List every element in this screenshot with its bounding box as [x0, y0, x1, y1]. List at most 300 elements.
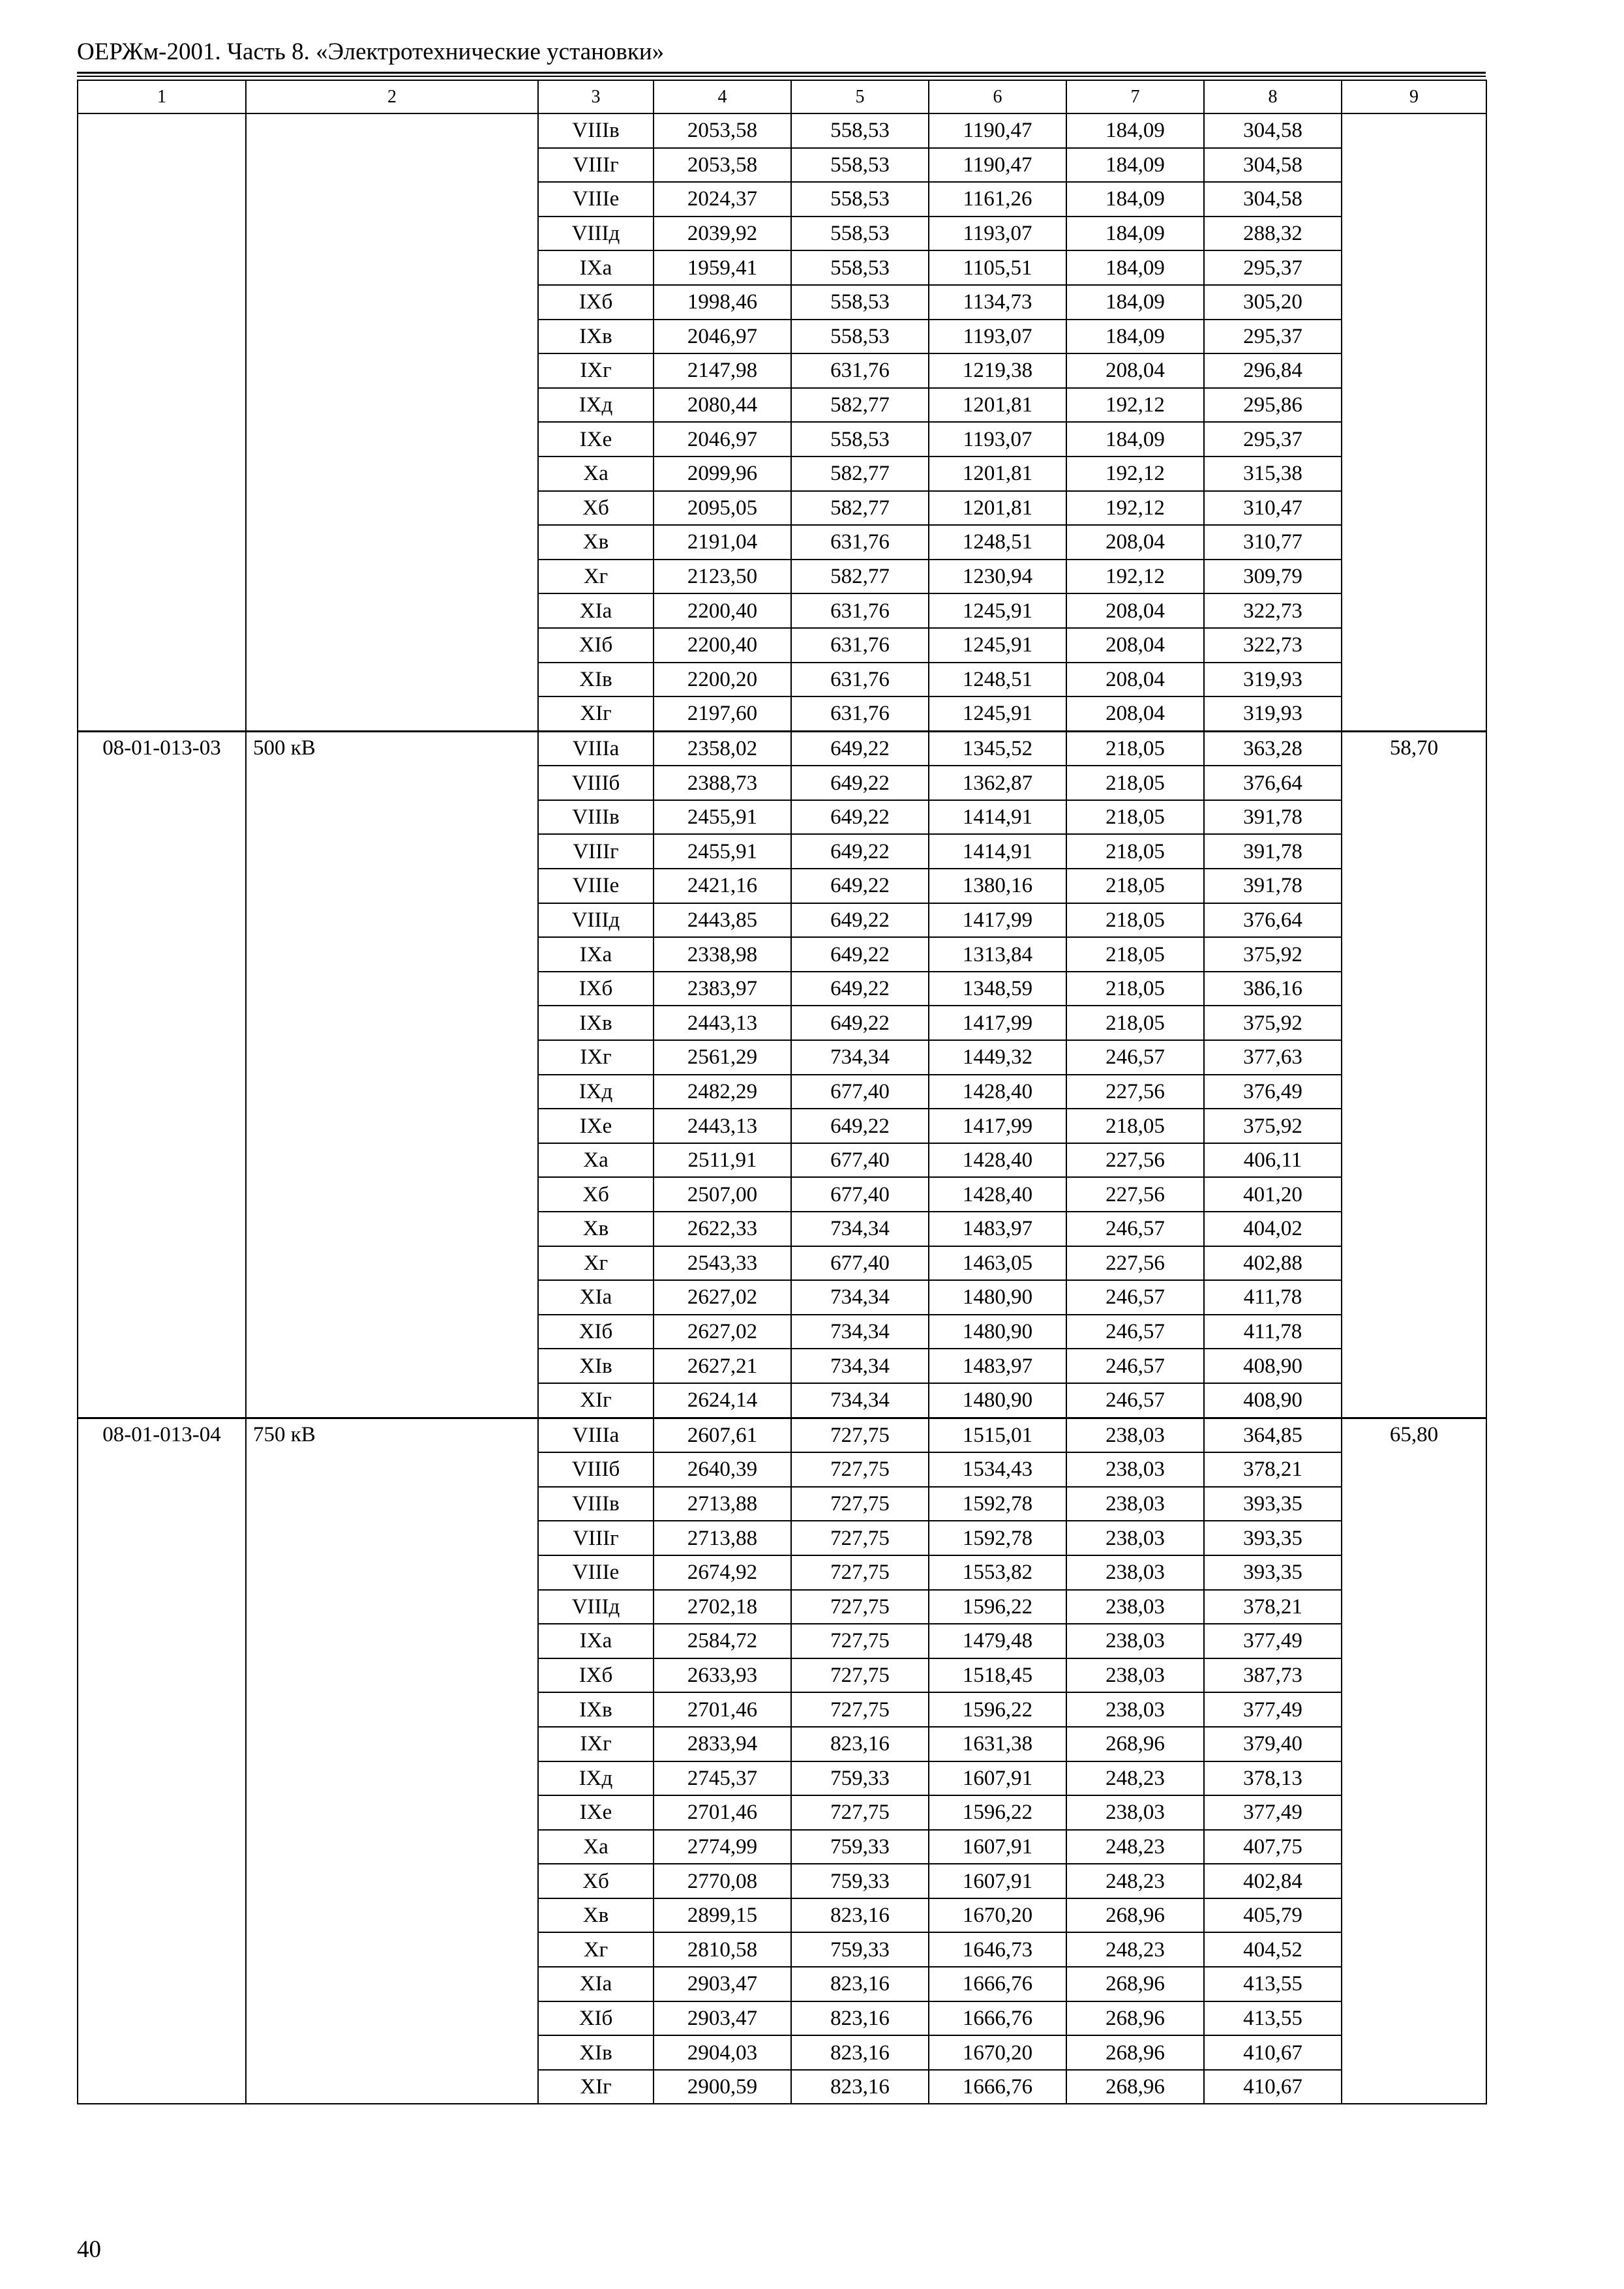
zone-cell: VIIIд	[538, 217, 654, 251]
machines-cell: 1596,22	[929, 1692, 1066, 1727]
machinists-wages-cell: 184,09	[1066, 285, 1204, 320]
materials-cell: 310,47	[1204, 491, 1342, 526]
zone-cell: IXб	[538, 285, 654, 320]
machinists-wages-cell: 246,57	[1066, 1315, 1204, 1349]
total-cost-cell: 2627,02	[654, 1280, 791, 1315]
total-cost-cell: 2200,40	[654, 593, 791, 628]
materials-cell: 296,84	[1204, 353, 1342, 388]
machinists-wages-cell: 227,56	[1066, 1075, 1204, 1109]
wages-cell: 823,16	[791, 2001, 929, 2036]
materials-cell: 315,38	[1204, 456, 1342, 491]
total-cost-cell: 2904,03	[654, 2035, 791, 2070]
machines-cell: 1515,01	[929, 1418, 1066, 1452]
total-cost-cell: 2191,04	[654, 525, 791, 560]
zone-cell: VIIIа	[538, 1418, 654, 1452]
total-cost-cell: 2770,08	[654, 1864, 791, 1898]
total-cost-cell: 2147,98	[654, 353, 791, 388]
machines-cell: 1670,20	[929, 1898, 1066, 1933]
zone-cell: VIIIг	[538, 1521, 654, 1555]
machines-cell: 1553,82	[929, 1555, 1066, 1590]
total-cost-cell: 2627,21	[654, 1349, 791, 1383]
materials-cell: 295,37	[1204, 422, 1342, 456]
labor-cost-cell: 65,80	[1342, 1418, 1486, 2104]
labor-cost-cell	[1342, 113, 1486, 731]
machinists-wages-cell: 192,12	[1066, 456, 1204, 491]
total-cost-cell: 2443,85	[654, 903, 791, 938]
machines-cell: 1417,99	[929, 1006, 1066, 1040]
wages-cell: 727,75	[791, 1418, 929, 1452]
zone-cell: IXд	[538, 388, 654, 423]
zone-cell: IXв	[538, 320, 654, 354]
zone-cell: XIв	[538, 1349, 654, 1383]
column-number: 3	[538, 80, 654, 113]
wages-cell: 759,33	[791, 1830, 929, 1864]
column-number: 2	[246, 80, 538, 113]
total-cost-cell: 2053,58	[654, 113, 791, 148]
materials-cell: 305,20	[1204, 285, 1342, 320]
materials-cell: 413,55	[1204, 2001, 1342, 2036]
total-cost-cell: 2507,00	[654, 1177, 791, 1212]
total-cost-cell: 2903,47	[654, 1967, 791, 2001]
machinists-wages-cell: 184,09	[1066, 113, 1204, 148]
zone-cell: IXе	[538, 1109, 654, 1143]
machinists-wages-cell: 208,04	[1066, 696, 1204, 731]
machines-cell: 1534,43	[929, 1452, 1066, 1487]
zone-cell: Xг	[538, 560, 654, 594]
materials-cell: 376,64	[1204, 766, 1342, 800]
machines-cell: 1428,40	[929, 1177, 1066, 1212]
wages-cell: 727,75	[791, 1452, 929, 1487]
machines-cell: 1201,81	[929, 456, 1066, 491]
machinists-wages-cell: 192,12	[1066, 491, 1204, 526]
zone-cell: Xг	[538, 1246, 654, 1281]
zone-cell: XIб	[538, 1315, 654, 1349]
machines-cell: 1193,07	[929, 422, 1066, 456]
materials-cell: 393,35	[1204, 1487, 1342, 1521]
zone-cell: Xв	[538, 1898, 654, 1933]
zone-cell: Xб	[538, 491, 654, 526]
machines-cell: 1607,91	[929, 1830, 1066, 1864]
wages-cell: 823,16	[791, 2035, 929, 2070]
machines-cell: 1201,81	[929, 491, 1066, 526]
column-number-row	[78, 80, 1486, 113]
total-cost-cell: 2810,58	[654, 1932, 791, 1967]
machines-cell: 1607,91	[929, 1864, 1066, 1898]
machinists-wages-cell: 268,96	[1066, 1967, 1204, 2001]
total-cost-cell: 2053,58	[654, 148, 791, 183]
wages-cell: 734,34	[791, 1383, 929, 1418]
wages-cell: 558,53	[791, 217, 929, 251]
wages-cell: 558,53	[791, 320, 929, 354]
machines-cell: 1414,91	[929, 834, 1066, 869]
wages-cell: 649,22	[791, 1006, 929, 1040]
zone-cell: IXд	[538, 1761, 654, 1796]
zone-cell: Xа	[538, 1143, 654, 1178]
total-cost-cell: 2443,13	[654, 1109, 791, 1143]
wages-cell: 734,34	[791, 1212, 929, 1246]
column-number: 6	[929, 80, 1066, 113]
wages-cell: 734,34	[791, 1315, 929, 1349]
zone-cell: Xг	[538, 1932, 654, 1967]
machinists-wages-cell: 248,23	[1066, 1830, 1204, 1864]
header-rule-top	[77, 72, 1486, 74]
materials-cell: 376,49	[1204, 1075, 1342, 1109]
total-cost-cell: 2197,60	[654, 696, 791, 731]
machinists-wages-cell: 238,03	[1066, 1692, 1204, 1727]
materials-cell: 309,79	[1204, 560, 1342, 594]
zone-cell: VIIIе	[538, 1555, 654, 1590]
total-cost-cell: 2584,72	[654, 1624, 791, 1658]
machines-cell: 1380,16	[929, 869, 1066, 903]
machinists-wages-cell: 238,03	[1066, 1555, 1204, 1590]
total-cost-cell: 2702,18	[654, 1590, 791, 1624]
voltage-cell: 500 кВ	[246, 731, 538, 1418]
machines-cell: 1190,47	[929, 113, 1066, 148]
total-cost-cell: 2200,20	[654, 663, 791, 697]
machinists-wages-cell: 208,04	[1066, 628, 1204, 663]
machines-cell: 1646,73	[929, 1932, 1066, 1967]
wages-cell: 727,75	[791, 1521, 929, 1555]
machines-cell: 1362,87	[929, 766, 1066, 800]
machinists-wages-cell: 218,05	[1066, 1109, 1204, 1143]
zone-cell: IXв	[538, 1006, 654, 1040]
wages-cell: 677,40	[791, 1177, 929, 1212]
zone-cell: VIIIе	[538, 869, 654, 903]
materials-cell: 378,21	[1204, 1590, 1342, 1624]
wages-cell: 759,33	[791, 1932, 929, 1967]
zone-cell: VIIIе	[538, 182, 654, 217]
total-cost-cell: 2627,02	[654, 1315, 791, 1349]
total-cost-cell: 2095,05	[654, 491, 791, 526]
column-number: 4	[654, 80, 791, 113]
zone-cell: Xа	[538, 1830, 654, 1864]
materials-cell: 411,78	[1204, 1280, 1342, 1315]
wages-cell: 727,75	[791, 1624, 929, 1658]
machines-cell: 1345,52	[929, 731, 1066, 766]
wages-cell: 649,22	[791, 800, 929, 835]
materials-cell: 364,85	[1204, 1418, 1342, 1452]
machinists-wages-cell: 268,96	[1066, 2070, 1204, 2104]
wages-cell: 727,75	[791, 1795, 929, 1830]
total-cost-cell: 2388,73	[654, 766, 791, 800]
machines-cell: 1245,91	[929, 696, 1066, 731]
zone-cell: XIа	[538, 1967, 654, 2001]
machines-cell: 1480,90	[929, 1383, 1066, 1418]
machinists-wages-cell: 238,03	[1066, 1487, 1204, 1521]
machinists-wages-cell: 208,04	[1066, 353, 1204, 388]
wages-cell: 823,16	[791, 1898, 929, 1933]
zone-cell: IXб	[538, 972, 654, 1006]
total-cost-cell: 2080,44	[654, 388, 791, 423]
materials-cell: 304,58	[1204, 113, 1342, 148]
materials-cell: 404,02	[1204, 1212, 1342, 1246]
machinists-wages-cell: 192,12	[1066, 388, 1204, 423]
voltage-cell	[246, 113, 538, 731]
wages-cell: 727,75	[791, 1555, 929, 1590]
materials-cell: 393,35	[1204, 1521, 1342, 1555]
materials-cell: 391,78	[1204, 834, 1342, 869]
materials-cell: 304,58	[1204, 148, 1342, 183]
total-cost-cell: 2024,37	[654, 182, 791, 217]
materials-cell: 319,93	[1204, 696, 1342, 731]
materials-cell: 401,20	[1204, 1177, 1342, 1212]
voltage-cell: 750 кВ	[246, 1418, 538, 2104]
wages-cell: 558,53	[791, 113, 929, 148]
materials-cell: 377,49	[1204, 1692, 1342, 1727]
machinists-wages-cell: 246,57	[1066, 1349, 1204, 1383]
zone-cell: XIг	[538, 1383, 654, 1418]
materials-cell: 363,28	[1204, 731, 1342, 766]
machines-cell: 1245,91	[929, 628, 1066, 663]
machinists-wages-cell: 218,05	[1066, 766, 1204, 800]
machinists-wages-cell: 246,57	[1066, 1212, 1204, 1246]
total-cost-cell: 2099,96	[654, 456, 791, 491]
table-row	[78, 731, 1486, 766]
wages-cell: 677,40	[791, 1246, 929, 1281]
machinists-wages-cell: 246,57	[1066, 1280, 1204, 1315]
machinists-wages-cell: 218,05	[1066, 937, 1204, 972]
zone-cell: IXг	[538, 1727, 654, 1761]
machinists-wages-cell: 218,05	[1066, 1006, 1204, 1040]
materials-cell: 387,73	[1204, 1658, 1342, 1693]
materials-cell: 411,78	[1204, 1315, 1342, 1349]
total-cost-cell: 2674,92	[654, 1555, 791, 1590]
machines-cell: 1201,81	[929, 388, 1066, 423]
materials-cell: 407,75	[1204, 1830, 1342, 1864]
wages-cell: 582,77	[791, 388, 929, 423]
wages-cell: 734,34	[791, 1349, 929, 1383]
machines-cell: 1483,97	[929, 1349, 1066, 1383]
zone-cell: Xб	[538, 1864, 654, 1898]
machinists-wages-cell: 208,04	[1066, 663, 1204, 697]
wages-cell: 631,76	[791, 593, 929, 628]
machines-cell: 1449,32	[929, 1040, 1066, 1075]
materials-cell: 410,67	[1204, 2070, 1342, 2104]
machines-cell: 1428,40	[929, 1143, 1066, 1178]
wages-cell: 677,40	[791, 1075, 929, 1109]
machinists-wages-cell: 268,96	[1066, 1727, 1204, 1761]
machinists-wages-cell: 208,04	[1066, 593, 1204, 628]
machinists-wages-cell: 218,05	[1066, 903, 1204, 938]
materials-cell: 322,73	[1204, 628, 1342, 663]
wages-cell: 558,53	[791, 422, 929, 456]
column-number: 9	[1342, 80, 1486, 113]
machines-cell: 1479,48	[929, 1624, 1066, 1658]
column-number: 5	[791, 80, 929, 113]
materials-cell: 322,73	[1204, 593, 1342, 628]
total-cost-cell: 2713,88	[654, 1521, 791, 1555]
wages-cell: 558,53	[791, 250, 929, 285]
materials-cell: 386,16	[1204, 972, 1342, 1006]
machines-cell: 1666,76	[929, 1967, 1066, 2001]
materials-cell: 377,63	[1204, 1040, 1342, 1075]
total-cost-cell: 2046,97	[654, 422, 791, 456]
total-cost-cell: 2701,46	[654, 1795, 791, 1830]
machines-cell: 1666,76	[929, 2001, 1066, 2036]
wages-cell: 631,76	[791, 353, 929, 388]
wages-cell: 631,76	[791, 663, 929, 697]
zone-cell: XIг	[538, 2070, 654, 2104]
machinists-wages-cell: 208,04	[1066, 525, 1204, 560]
materials-cell: 376,64	[1204, 903, 1342, 938]
wages-cell: 727,75	[791, 1590, 929, 1624]
machinists-wages-cell: 268,96	[1066, 1898, 1204, 1933]
materials-cell: 375,92	[1204, 1109, 1342, 1143]
total-cost-cell: 2383,97	[654, 972, 791, 1006]
zone-cell: VIIIд	[538, 1590, 654, 1624]
materials-cell: 288,32	[1204, 217, 1342, 251]
zone-cell: VIIIд	[538, 903, 654, 938]
zone-cell: VIIIв	[538, 800, 654, 835]
materials-cell: 391,78	[1204, 800, 1342, 835]
machinists-wages-cell: 246,57	[1066, 1383, 1204, 1418]
wages-cell: 631,76	[791, 525, 929, 560]
machinists-wages-cell: 268,96	[1066, 2035, 1204, 2070]
header-rule-bottom	[77, 76, 1486, 77]
zone-cell: Xа	[538, 456, 654, 491]
machinists-wages-cell: 227,56	[1066, 1177, 1204, 1212]
materials-cell: 310,77	[1204, 525, 1342, 560]
machinists-wages-cell: 218,05	[1066, 731, 1204, 766]
machines-cell: 1670,20	[929, 2035, 1066, 2070]
machinists-wages-cell: 184,09	[1066, 148, 1204, 183]
machines-cell: 1518,45	[929, 1658, 1066, 1693]
machines-cell: 1483,97	[929, 1212, 1066, 1246]
materials-cell: 295,37	[1204, 320, 1342, 354]
machinists-wages-cell: 218,05	[1066, 834, 1204, 869]
materials-cell: 375,92	[1204, 937, 1342, 972]
zone-cell: VIIIа	[538, 731, 654, 766]
total-cost-cell: 1998,46	[654, 285, 791, 320]
total-cost-cell: 2633,93	[654, 1658, 791, 1693]
materials-cell: 377,49	[1204, 1624, 1342, 1658]
machinists-wages-cell: 268,96	[1066, 2001, 1204, 2036]
zone-cell: VIIIв	[538, 113, 654, 148]
machines-cell: 1607,91	[929, 1761, 1066, 1796]
materials-cell: 319,93	[1204, 663, 1342, 697]
machinists-wages-cell: 238,03	[1066, 1452, 1204, 1487]
materials-cell: 406,11	[1204, 1143, 1342, 1178]
machinists-wages-cell: 184,09	[1066, 217, 1204, 251]
wages-cell: 582,77	[791, 560, 929, 594]
table-body	[78, 80, 1486, 2104]
total-cost-cell: 2833,94	[654, 1727, 791, 1761]
zone-cell: Xб	[538, 1177, 654, 1212]
machines-cell: 1193,07	[929, 320, 1066, 354]
wages-cell: 649,22	[791, 766, 929, 800]
total-cost-cell: 2622,33	[654, 1212, 791, 1246]
cost-table	[77, 80, 1487, 2104]
column-number: 1	[78, 80, 246, 113]
machines-cell: 1230,94	[929, 560, 1066, 594]
materials-cell: 378,21	[1204, 1452, 1342, 1487]
machinists-wages-cell: 248,23	[1066, 1864, 1204, 1898]
zone-cell: XIв	[538, 663, 654, 697]
column-number: 8	[1204, 80, 1342, 113]
total-cost-cell: 2443,13	[654, 1006, 791, 1040]
wages-cell: 649,22	[791, 937, 929, 972]
zone-cell: IXе	[538, 422, 654, 456]
machines-cell: 1348,59	[929, 972, 1066, 1006]
materials-cell: 410,67	[1204, 2035, 1342, 2070]
zone-cell: IXг	[538, 1040, 654, 1075]
table-row	[78, 1418, 1486, 1452]
machines-cell: 1193,07	[929, 217, 1066, 251]
machines-cell: 1161,26	[929, 182, 1066, 217]
total-cost-cell: 2455,91	[654, 800, 791, 835]
zone-cell: XIб	[538, 2001, 654, 2036]
machines-cell: 1313,84	[929, 937, 1066, 972]
zone-cell: VIIIг	[538, 148, 654, 183]
wages-cell: 558,53	[791, 182, 929, 217]
materials-cell: 408,90	[1204, 1383, 1342, 1418]
table-row	[78, 113, 1486, 148]
total-cost-cell: 2903,47	[654, 2001, 791, 2036]
wages-cell: 727,75	[791, 1692, 929, 1727]
total-cost-cell: 2624,14	[654, 1383, 791, 1418]
machinists-wages-cell: 218,05	[1066, 869, 1204, 903]
machines-cell: 1417,99	[929, 903, 1066, 938]
wages-cell: 759,33	[791, 1864, 929, 1898]
materials-cell: 375,92	[1204, 1006, 1342, 1040]
zone-cell: IXб	[538, 1658, 654, 1693]
wages-cell: 649,22	[791, 731, 929, 766]
zone-cell: Xв	[538, 1212, 654, 1246]
materials-cell: 402,84	[1204, 1864, 1342, 1898]
machinists-wages-cell: 248,23	[1066, 1761, 1204, 1796]
machines-cell: 1134,73	[929, 285, 1066, 320]
wages-cell: 649,22	[791, 834, 929, 869]
materials-cell: 295,37	[1204, 250, 1342, 285]
item-code-cell	[78, 113, 246, 731]
wages-cell: 649,22	[791, 903, 929, 938]
machines-cell: 1480,90	[929, 1315, 1066, 1349]
machines-cell: 1248,51	[929, 525, 1066, 560]
machinists-wages-cell: 184,09	[1066, 250, 1204, 285]
total-cost-cell: 2543,33	[654, 1246, 791, 1281]
total-cost-cell: 2899,15	[654, 1898, 791, 1933]
machines-cell: 1428,40	[929, 1075, 1066, 1109]
materials-cell: 304,58	[1204, 182, 1342, 217]
machinists-wages-cell: 238,03	[1066, 1624, 1204, 1658]
wages-cell: 727,75	[791, 1658, 929, 1693]
zone-cell: VIIIб	[538, 1452, 654, 1487]
machinists-wages-cell: 227,56	[1066, 1246, 1204, 1281]
zone-cell: XIа	[538, 593, 654, 628]
zone-cell: IXе	[538, 1795, 654, 1830]
item-code-cell: 08-01-013-04	[78, 1418, 246, 2104]
wages-cell: 823,16	[791, 1727, 929, 1761]
machinists-wages-cell: 246,57	[1066, 1040, 1204, 1075]
labor-cost-cell: 58,70	[1342, 731, 1486, 1418]
wages-cell: 631,76	[791, 696, 929, 731]
machinists-wages-cell: 238,03	[1066, 1658, 1204, 1693]
wages-cell: 582,77	[791, 456, 929, 491]
zone-cell: IXг	[538, 353, 654, 388]
machinists-wages-cell: 192,12	[1066, 560, 1204, 594]
wages-cell: 727,75	[791, 1487, 929, 1521]
wages-cell: 823,16	[791, 2070, 929, 2104]
wages-cell: 734,34	[791, 1040, 929, 1075]
total-cost-cell: 2745,37	[654, 1761, 791, 1796]
machines-cell: 1245,91	[929, 593, 1066, 628]
item-code-cell: 08-01-013-03	[78, 731, 246, 1418]
zone-cell: XIв	[538, 2035, 654, 2070]
total-cost-cell: 2701,46	[654, 1692, 791, 1727]
wages-cell: 649,22	[791, 972, 929, 1006]
materials-cell: 377,49	[1204, 1795, 1342, 1830]
zone-cell: IXа	[538, 250, 654, 285]
